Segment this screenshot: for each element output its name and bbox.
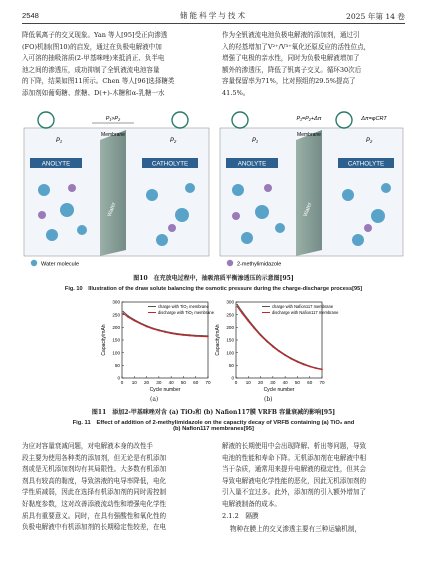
text-line: (FO)机制(图10)的启发，通过在负极电解液中加 — [22, 42, 162, 51]
x-tick-label: 50 — [180, 380, 186, 385]
section-number: 2.1.2 — [222, 512, 239, 520]
legend-draw-solute: 2-methylimidazole — [237, 261, 282, 268]
text-line: 额外的渗透压，降低了钒离子交叉。循环30次后 — [222, 65, 362, 74]
issue-info: 2025 年第 14 卷 — [345, 12, 405, 21]
data-point — [260, 335, 261, 336]
y-axis-label: Capacity/mAh — [215, 324, 221, 356]
legend-entry: charge with TiO₂ membrane — [158, 304, 209, 309]
x-tick-label: 30 — [156, 380, 162, 385]
y-tick-label: 50 — [114, 362, 120, 368]
x-axis-label: Cycle number — [149, 387, 181, 393]
text-line: 段主要为使用各种类的添加剂，但无论是有机添加 — [22, 453, 167, 462]
membrane — [100, 130, 126, 256]
membrane-label: Membrane — [101, 132, 125, 138]
x-tick-label: 20 — [258, 380, 264, 385]
series-line-1 — [237, 307, 322, 370]
data-point — [278, 351, 279, 352]
gauge-icon-left-2 — [232, 112, 248, 128]
pressure-relation: P₁>P₂ — [105, 116, 121, 122]
text-line: 解液的长期使用中会出现降解、析出等问题，导致 — [222, 442, 367, 450]
text-line: 引入量不宜过多。此外，添加剂的引入额外增加了 — [222, 488, 367, 497]
x-tick-label: 20 — [144, 380, 150, 385]
text-line: 容量保留率为71%，比对照组的29.5%提高了 — [222, 77, 356, 86]
x-tick-label: 60 — [193, 380, 199, 385]
pressure-balance: P₁=P₂+Δπ — [296, 116, 322, 122]
data-point — [284, 355, 285, 356]
gauge-icon-right-2 — [336, 112, 352, 128]
data-point — [315, 368, 316, 369]
section-title: 隔膜 — [245, 512, 259, 520]
text-line: 为应对容量衰减问题，对电解液本身的改性手 — [22, 442, 153, 450]
text-line: 作为全钒液流电池负极电解液的添加剂，通过引 — [222, 31, 360, 39]
pressure-left: P₁ — [56, 138, 62, 144]
figure-11-caption-cn: 图11 添加2-甲基咪唑对含 (a) TiO₂和 (b) Nafion117膜 VRFB 容量衰减的影响[95] — [91, 409, 336, 416]
data-point — [183, 334, 184, 335]
membrane-label-2: Membrane — [297, 132, 321, 138]
legend-water: Water molecule — [41, 261, 80, 268]
data-point — [321, 369, 322, 370]
text-line: 负极电解液中有机添加剂的长期稳定性较差，在电 — [22, 523, 167, 532]
water-molecule-icon — [31, 260, 37, 266]
data-point — [254, 328, 255, 329]
draw-solute-icon — [227, 260, 233, 266]
x-tick-label: 30 — [270, 380, 276, 385]
data-point — [207, 336, 208, 337]
panel-a-label: (a) — [150, 396, 159, 403]
y-tick-label: 200 — [226, 324, 234, 330]
membrane-2 — [296, 130, 322, 256]
text-line: 电池的性能和寿命下降。无机添加剂在电解液中相 — [222, 453, 367, 462]
pressure-right: P₂ — [170, 138, 177, 144]
data-point — [123, 311, 124, 312]
data-point — [241, 313, 242, 314]
data-point — [237, 304, 238, 305]
y-tick-label: 150 — [112, 337, 120, 343]
y-tick-label: 100 — [112, 350, 120, 356]
data-point — [266, 341, 267, 342]
text-line: 41.5%。 — [222, 88, 250, 97]
text-line: 当于杂质，通常用来提升电解液的稳定性，但其会 — [222, 465, 367, 474]
top-left-column — [22, 30, 212, 100]
pressure-left-2: P₁ — [252, 138, 258, 144]
y-tick-label: 0 — [231, 375, 234, 381]
section-heading — [222, 511, 407, 523]
data-point — [272, 346, 273, 347]
y-tick-label: 200 — [112, 324, 120, 330]
text-line: 入的羟基增加了V²⁺/V³⁺氧化还原反应的活性位点， — [222, 42, 371, 51]
pressure-right-2: P₂ — [366, 138, 373, 144]
x-tick-label: 0 — [234, 380, 238, 385]
text-line: 的下降，结果如图11所示。Chen 等人[96]选择糖类 — [22, 77, 175, 86]
x-tick-label: 70 — [205, 380, 211, 385]
legend-entry: discharge with TiO₂ membrane — [158, 310, 214, 315]
anolyte-label-2: ANOLYTE — [237, 160, 267, 168]
figure-10-caption-en: Fig. 10 Illustration of the draw solute balancing the osmotic pressure during the charge-discharge process[95] — [64, 286, 363, 292]
text-line: 入可溶的抽吸溶质(2-甲基咪唑)来抵消正、负半电 — [22, 54, 165, 63]
data-point — [237, 306, 238, 307]
y-tick-label: 300 — [226, 299, 234, 305]
y-tick-label: 250 — [112, 312, 120, 318]
y-tick-label: 0 — [117, 375, 120, 381]
text-line: 学性质减弱，因此在选择有机添加剂的同时需控制 — [22, 488, 167, 497]
x-tick-label: 40 — [168, 380, 174, 385]
data-point — [189, 335, 190, 336]
data-point — [134, 320, 135, 321]
figure-11-caption-en-1: Fig. 11 Effect of addition of 2-methylimidazole on the capacity decay of VRFB containing (a) TiO₂ and — [72, 420, 355, 426]
data-point — [146, 326, 147, 327]
catholyte-label: CATHOLYTE — [151, 160, 189, 168]
figure-11b-chart — [214, 298, 339, 394]
x-tick-label: 40 — [282, 380, 288, 385]
gauge-icon-left — [38, 112, 54, 128]
data-point — [309, 366, 310, 367]
legend-entry: discharge with Nafion117 membrane — [272, 310, 339, 315]
text-line: 剂具有较高的黏度，导致溶液的电导率降低，电化 — [22, 476, 167, 485]
x-tick-label: 50 — [294, 380, 300, 385]
series-line-1 — [123, 313, 208, 336]
top-right-column — [222, 30, 407, 100]
y-tick-label: 300 — [112, 299, 120, 305]
y-tick-label: 150 — [226, 337, 234, 343]
figure-11a-chart — [100, 298, 212, 394]
water-flow-label-2: Water — [302, 201, 314, 218]
figure-10-caption-cn: 图10 在充放电过程中，抽吸溶质平衡渗透压的示意图[95] — [133, 275, 294, 282]
x-tick-label: 10 — [245, 380, 251, 385]
catholyte-label-2: CATHOLYTE — [347, 160, 385, 168]
data-point — [140, 323, 141, 324]
page-header — [22, 9, 405, 24]
x-tick-label: 70 — [319, 380, 325, 385]
text-line: 增强了电极的亲水性，同时为负极电解液增加了 — [222, 54, 360, 63]
figure-10 — [22, 100, 405, 270]
anolyte-label: ANOLYTE — [41, 160, 71, 168]
data-point — [123, 313, 124, 314]
text-line: 降低氧离子的交叉现象。Yan 等人[95]受正向渗透 — [22, 31, 168, 39]
data-point — [201, 336, 202, 337]
section-first-line: 物种在膜上的交叉渗透主要有三种运输机制， — [230, 525, 361, 533]
data-point — [177, 334, 178, 335]
text-line: 添加剂如葡萄糖、蔗糖、D(+)-木糖和α-乳糖一水 — [22, 88, 165, 97]
data-point — [195, 336, 196, 337]
text-line: 好黏度参数，这对改善添液流动性和增强电化学性 — [22, 499, 167, 508]
data-point — [170, 333, 171, 334]
panel-b-label: (b) — [264, 396, 273, 403]
x-tick-label: 60 — [307, 380, 313, 385]
text-line: 质具有重要意义。同时，在具有强酸性和氧化性的 — [22, 511, 167, 520]
x-tick-label: 0 — [120, 380, 124, 385]
x-axis-label: Cycle number — [263, 387, 295, 393]
charge-panel — [24, 112, 209, 256]
bottom-left-column — [22, 441, 212, 534]
text-line: 剂或是无机添加剂均有其局限性。大多数有机添加 — [22, 465, 167, 474]
y-axis-label: Capacity/mAh — [101, 324, 107, 356]
text-line: 池之间的渗透压，成功抑制了全钒液流电池容量 — [22, 65, 160, 74]
data-point — [297, 361, 298, 362]
data-point — [164, 331, 165, 332]
text-line: 电解液制备的成本。 — [222, 499, 281, 508]
text-line: 导致电解液电化学性能的恶化，因此无机添加剂的 — [222, 476, 367, 485]
bottom-right-column — [222, 441, 407, 511]
data-point — [291, 358, 292, 359]
osmotic-formula: Δπ=φCRT — [361, 116, 387, 122]
gauge-icon-right — [172, 112, 188, 128]
y-tick-label: 100 — [226, 350, 234, 356]
water-flow-label: Water — [106, 201, 118, 218]
data-point — [303, 364, 304, 365]
y-tick-label: 250 — [226, 312, 234, 318]
y-tick-label: 50 — [228, 362, 234, 368]
x-tick-label: 10 — [131, 380, 137, 385]
page-number: 2548 — [22, 11, 39, 20]
data-point — [127, 317, 128, 318]
data-point — [248, 321, 249, 322]
data-point — [152, 328, 153, 329]
figure-11-caption-en-2: (b) Nafion117 membranes[95] — [173, 426, 254, 432]
legend-entry: charge with Nafion117 membrane — [272, 304, 334, 309]
journal-title: 储能科学与技术 — [179, 11, 248, 20]
discharge-panel — [220, 112, 403, 256]
data-point — [158, 330, 159, 331]
